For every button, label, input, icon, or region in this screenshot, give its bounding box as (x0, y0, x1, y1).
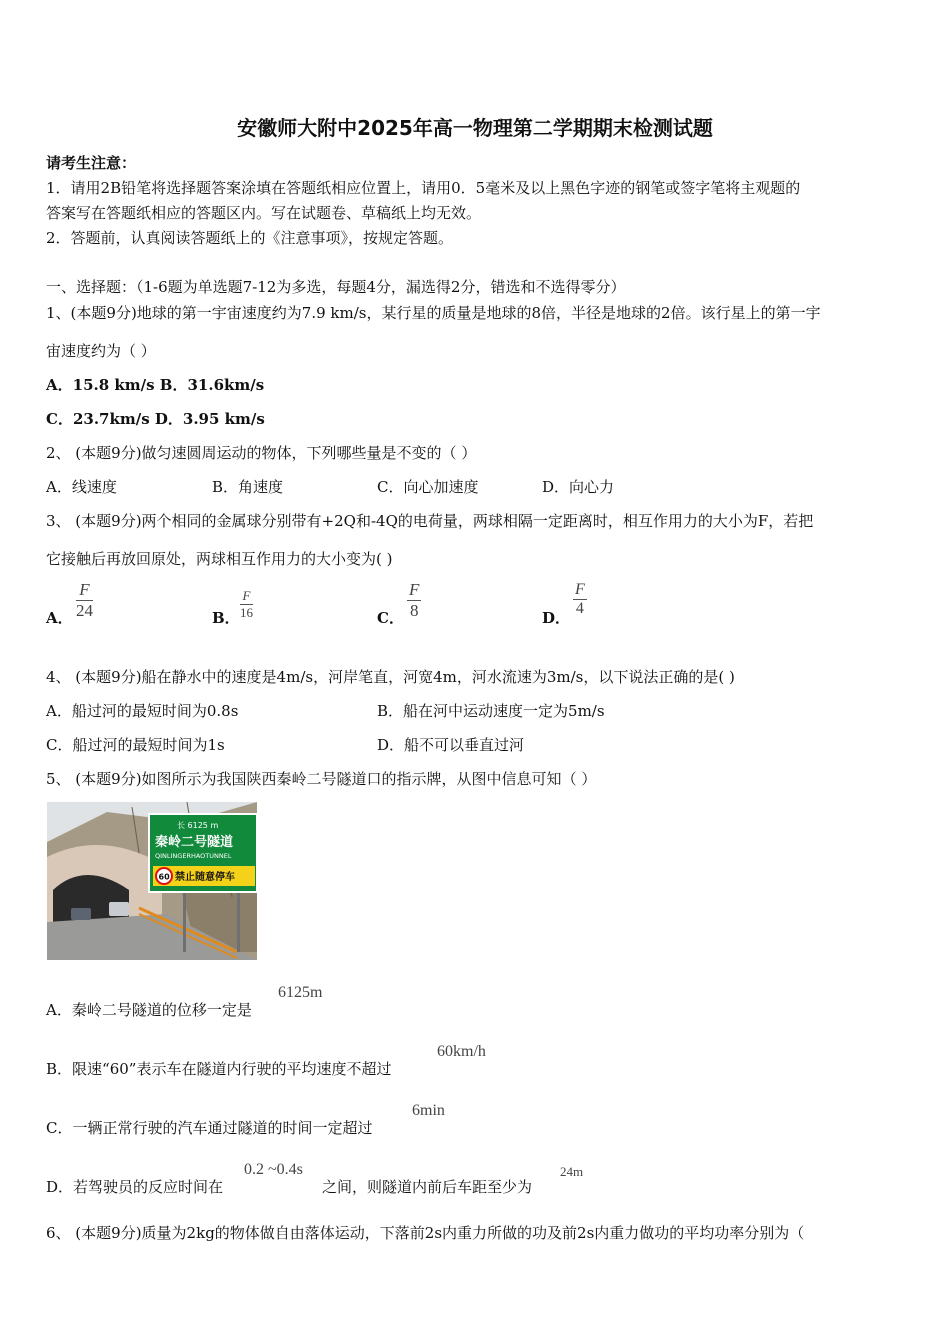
q3-option-c: C． (377, 609, 404, 627)
q1-options-ab: A．15.8 km/s B．31.6km/s (46, 376, 265, 394)
section-heading: 一、选择题：（1-6题为单选题7-12为多选，每题4分，漏选得2分，错选和不选得零分） (46, 278, 626, 296)
sign-length: 长 6125 m (177, 821, 219, 830)
q5-option-d-part1: D．若驾驶员的反应时间在 (46, 1178, 224, 1196)
q2-stem: 2、 (本题9分)做匀速圆周运动的物体，下列哪些量是不变的（ ） (46, 444, 477, 462)
tunnel-photo (47, 802, 257, 960)
q3-fraction-c-num: F (409, 580, 420, 599)
notice-line-3: 2．答题前，认真阅读答题纸上的《注意事项》，按规定答题。 (46, 229, 454, 247)
sign-tunnel-name: 秦岭二号隧道 (155, 835, 234, 850)
q5-option-b: B．限速“60”表示车在隧道内行驶的平均速度不超过 (46, 1060, 392, 1078)
q1-stem-2: 宙速度约为（ ） (46, 342, 156, 360)
q1-stem-1: 1、(本题9分)地球的第一宇宙速度约为7.9 km/s，某行星的质量是地球的8倍，半径是地球的2倍。该行星上的第一宇 (46, 304, 821, 322)
q4-stem: 4、 (本题9分)船在静水中的速度是4m/s，河岸笔直，河宽4m，河水流速为3m/s，以下说法正确的是( ) (46, 668, 735, 686)
q5-option-a-value: 6125m (278, 984, 323, 1001)
q3-stem-1: 3、 (本题9分)两个相同的金属球分别带有+2Q和-4Q的电荷量，两球相隔一定距离时，相互作用力的大小为F，若把 (46, 512, 814, 530)
q4-option-c: C．船过河的最短时间为1s (46, 736, 225, 754)
q2-option-b: B．角速度 (212, 478, 284, 496)
q3-fraction-b-num: F (240, 588, 253, 605)
notice-line-1: 1．请用2B铅笔将选择题答案涂填在答题纸相应位置上，请用0．5毫米及以上黑色字迹的钢笔或签字笔将主观题的 (46, 179, 801, 197)
q2-option-a: A．线速度 (46, 478, 117, 496)
q5-option-c-value: 6min (412, 1102, 445, 1119)
q3-fraction-d (573, 581, 587, 618)
q5-stem: 5、 (本题9分)如图所示为我国陕西秦岭二号隧道口的指示牌，从图中信息可知（ ） (46, 770, 597, 788)
sign-pinyin: QINLINGERHAOTUNNEL (155, 852, 232, 860)
q3-fraction-b-den: 16 (240, 605, 253, 620)
q3-fraction-a-den: 24 (76, 601, 93, 620)
q5-option-a: A．秦岭二号隧道的位移一定是 (46, 1001, 252, 1019)
q3-fraction-d-num: F (575, 581, 585, 598)
q3-fraction-a (76, 580, 93, 621)
q4-option-a: A．船过河的最短时间为0.8s (46, 702, 239, 720)
q6-stem: 6、 (本题9分)质量为2kg的物体做自由落体运动，下落前2s内重力所做的功及前2s内重力做功的平均功率分别为（ (46, 1224, 805, 1242)
q5-option-c: C．一辆正常行驶的汽车通过隧道的时间一定超过 (46, 1119, 373, 1137)
q3-fraction-c-den: 8 (409, 601, 419, 620)
q5-option-b-value: 60km/h (437, 1043, 486, 1060)
page-title: 安徽师大附中2025年高一物理第二学期期末检测试题 (237, 116, 713, 140)
q2-option-c: C．向心加速度 (377, 478, 479, 496)
notice-line-2: 答案写在答题纸相应的答题区内。写在试题卷、草稿纸上均无效。 (46, 204, 482, 222)
q4-option-d: D．船不可以垂直过河 (377, 736, 525, 754)
q3-fraction-a-num: F (76, 580, 93, 601)
q3-fraction-c (407, 580, 421, 621)
sign-speed-limit: 60 (158, 872, 170, 882)
notice-heading: 请考生注意： (46, 154, 137, 172)
sign-warning: 禁止随意停车 (175, 872, 235, 883)
q4-option-b: B．船在河中运动速度一定为5m/s (377, 702, 605, 720)
q1-options-cd: C．23.7km/s D．3.95 km/s (46, 410, 265, 428)
q3-fraction-b (240, 588, 253, 621)
q5-option-d-value: 24m (560, 1164, 584, 1179)
q3-fraction-d-den: 4 (575, 600, 584, 617)
q2-option-d: D．向心力 (542, 478, 615, 496)
q3-stem-2: 它接触后再放回原处，两球相互作用力的大小变为( ) (46, 550, 393, 568)
q3-option-a: A． (46, 609, 73, 627)
q5-option-d-time: 0.2 ~0.4s (244, 1161, 303, 1178)
q5-option-d-part2: 之间，则隧道内前后车距至少为 (322, 1178, 533, 1196)
q3-option-b: B． (212, 609, 240, 627)
q3-option-d: D． (542, 609, 571, 627)
